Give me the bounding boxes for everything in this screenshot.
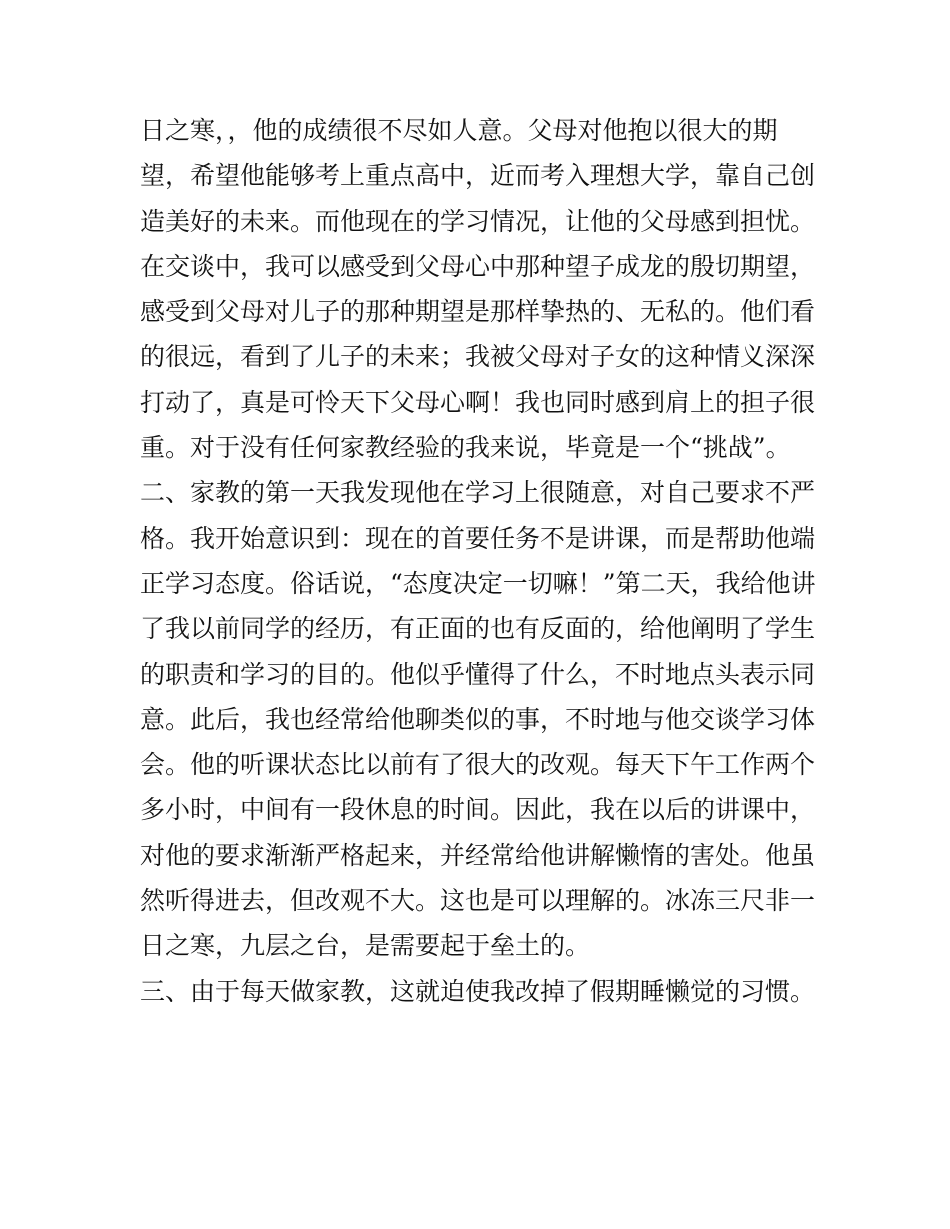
- text-line: 会。他的听课状态比以前有了很大的改观。每天下午工作两个: [140, 750, 816, 780]
- text-line: 了我以前同学的经历，有正面的也有反面的，给他阐明了学生: [140, 614, 816, 644]
- text-line: 对他的要求渐渐严格起来，并经常给他讲解懒惰的害处。他虽: [140, 840, 816, 870]
- text-line: 造美好的未来。而他现在的学习情况，让他的父母感到担忧。: [140, 206, 816, 236]
- text-line: 多小时，中间有一段休息的时间。因此，我在以后的讲课中，: [140, 795, 816, 825]
- text-line: 然听得进去，但改观不大。这也是可以理解的。冰冻三尺非一: [140, 886, 816, 916]
- text-line: 意。此后，我也经常给他聊类似的事，不时地与他交谈学习体: [140, 704, 816, 734]
- text-line: 日之寒，九层之台，是需要起于垒土的。: [140, 931, 591, 961]
- text-line: 打动了，真是可怜天下父母心啊！我也同时感到肩上的担子很: [140, 387, 816, 417]
- text-line: 日之寒，，他的成绩很不尽如人意。父母对他抱以很大的期: [140, 116, 778, 145]
- text-line: 三、由于每天做家教，这就迫使我改掉了假期睡懒觉的习惯。: [140, 976, 816, 1006]
- text-line: 望，希望他能够考上重点高中，近而考入理想大学，靠自己创: [140, 161, 816, 191]
- text-line: 重。对于没有任何家教经验的我来说，毕竟是一个“挑战”。: [140, 433, 791, 463]
- text-line: 的很远，看到了儿子的未来；我被父母对子女的这种情义深深: [140, 342, 816, 372]
- text-line: 二、家教的第一天我发现他在学习上很随意，对自己要求不严: [140, 478, 816, 508]
- text-line: 正学习态度。俗话说，“态度决定一切嘛！”第二天，我给他讲: [140, 568, 816, 598]
- body-text: [140, 108, 815, 1014]
- text-line: 格。我开始意识到：现在的首要任务不是讲课，而是帮助他端: [140, 523, 816, 553]
- text-line: 的职责和学习的目的。他似乎懂得了什么，不时地点头表示同: [140, 659, 816, 689]
- text-line: 在交谈中，我可以感受到父母心中那种望子成龙的殷切期望，: [140, 251, 816, 281]
- text-line: 感受到父母对儿子的那种期望是那样挚热的、无私的。他们看: [140, 297, 816, 327]
